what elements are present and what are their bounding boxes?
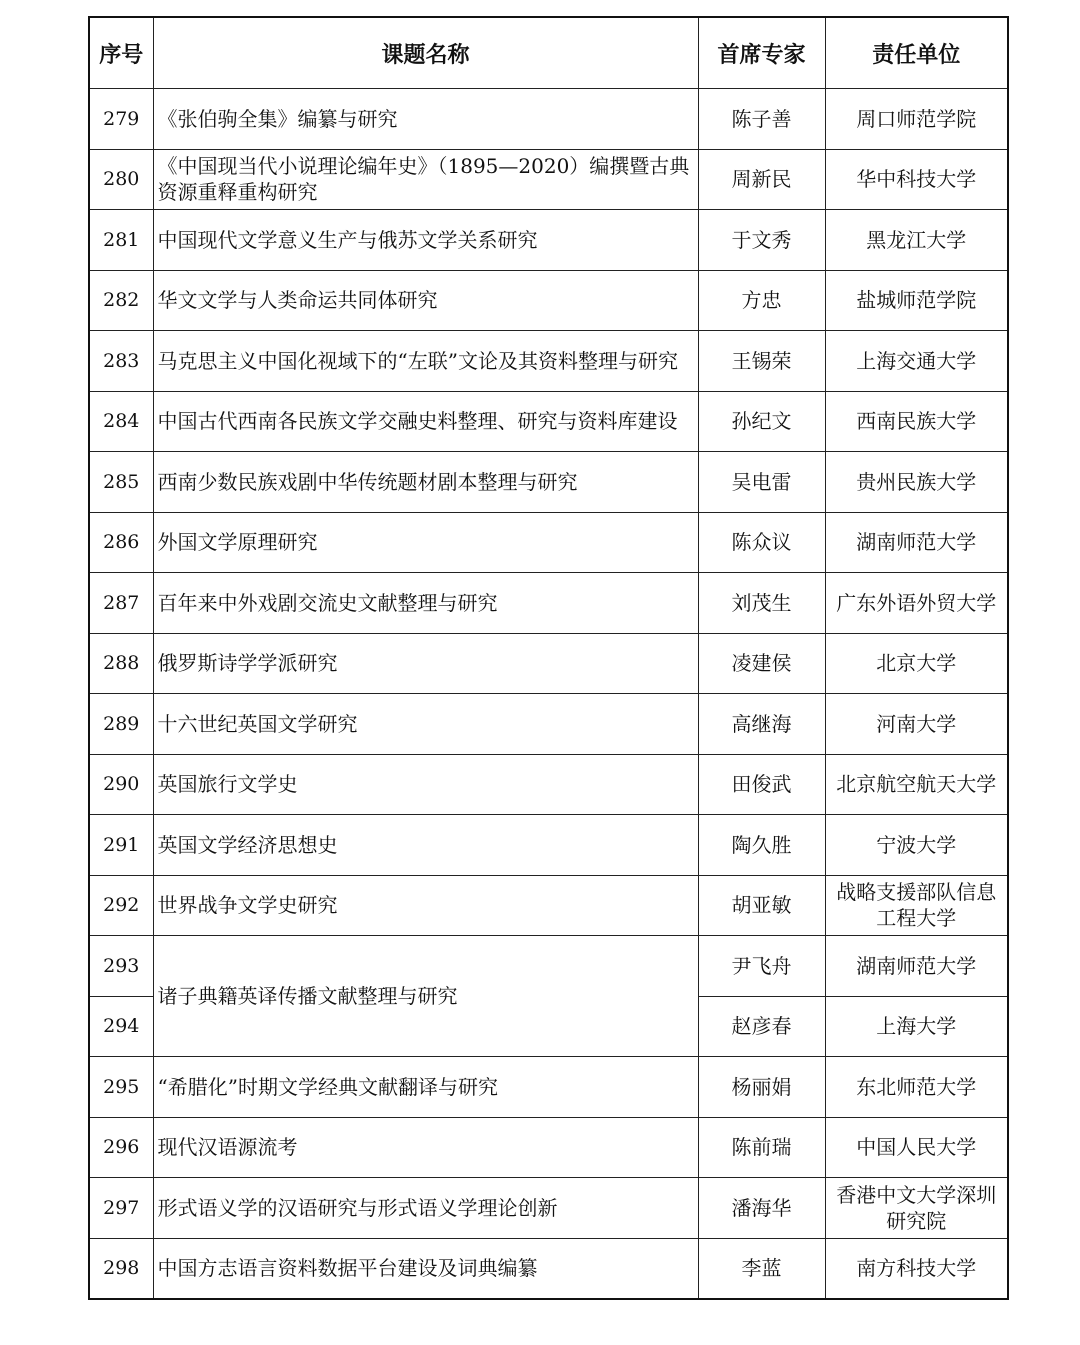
row-title: 英国文学经济思想史 <box>153 815 698 876</box>
row-unit: 华中科技大学 <box>825 149 1008 210</box>
table-row <box>89 1057 1008 1118</box>
row-title: 现代汉语源流考 <box>153 1117 698 1178</box>
header-unit: 责任单位 <box>825 17 1008 89</box>
row-expert: 陈前瑞 <box>698 1117 825 1178</box>
row-no: 290 <box>89 754 153 815</box>
row-expert: 于文秀 <box>698 210 825 271</box>
row-title: 马克思主义中国化视域下的“左联”文论及其资料整理与研究 <box>153 331 698 392</box>
table-row <box>89 331 1008 392</box>
row-unit: 湖南师范大学 <box>825 512 1008 573</box>
row-title: 中国方志语言资料数据平台建设及词典编纂 <box>153 1238 698 1299</box>
row-expert: 陈子善 <box>698 89 825 150</box>
row-unit: 北京大学 <box>825 633 1008 694</box>
table-row <box>89 815 1008 876</box>
row-unit: 湖南师范大学 <box>825 936 1008 997</box>
row-title: 《中国现当代小说理论编年史》（1895—2020）编撰暨古典资源重释重构研究 <box>153 149 698 210</box>
row-expert: 尹飞舟 <box>698 936 825 997</box>
row-title: 十六世纪英国文学研究 <box>153 694 698 755</box>
row-no: 284 <box>89 391 153 452</box>
row-unit: 周口师范学院 <box>825 89 1008 150</box>
table-row <box>89 875 1008 936</box>
row-title: 西南少数民族戏剧中华传统题材剧本整理与研究 <box>153 452 698 513</box>
row-title-merged: 诸子典籍英译传播文献整理与研究 <box>153 936 698 1057</box>
row-expert: 刘茂生 <box>698 573 825 634</box>
table-row <box>89 936 1008 997</box>
row-no: 287 <box>89 573 153 634</box>
header-no: 序号 <box>89 17 153 89</box>
row-unit: 广东外语外贸大学 <box>825 573 1008 634</box>
table-row <box>89 89 1008 150</box>
project-table <box>88 16 1009 1300</box>
row-no: 286 <box>89 512 153 573</box>
row-no: 298 <box>89 1238 153 1299</box>
row-unit: 北京航空航天大学 <box>825 754 1008 815</box>
row-no: 280 <box>89 149 153 210</box>
row-expert: 高继海 <box>698 694 825 755</box>
row-unit: 西南民族大学 <box>825 391 1008 452</box>
row-no: 295 <box>89 1057 153 1118</box>
row-expert: 孙纪文 <box>698 391 825 452</box>
table-row <box>89 149 1008 210</box>
row-unit: 河南大学 <box>825 694 1008 755</box>
row-unit: 上海交通大学 <box>825 331 1008 392</box>
row-unit: 上海大学 <box>825 996 1008 1057</box>
row-title: 华文文学与人类命运共同体研究 <box>153 270 698 331</box>
row-expert: 杨丽娟 <box>698 1057 825 1118</box>
row-no: 289 <box>89 694 153 755</box>
row-unit: 中国人民大学 <box>825 1117 1008 1178</box>
row-no: 282 <box>89 270 153 331</box>
row-no: 294 <box>89 996 153 1057</box>
row-no: 285 <box>89 452 153 513</box>
row-no: 291 <box>89 815 153 876</box>
row-no: 293 <box>89 936 153 997</box>
header-row <box>89 17 1008 89</box>
row-expert: 陶久胜 <box>698 815 825 876</box>
table-row <box>89 512 1008 573</box>
table-row <box>89 1178 1008 1239</box>
row-expert: 方忠 <box>698 270 825 331</box>
table-row <box>89 452 1008 513</box>
table-row <box>89 1238 1008 1299</box>
row-unit: 战略支援部队信息工程大学 <box>825 875 1008 936</box>
row-title: 形式语义学的汉语研究与形式语义学理论创新 <box>153 1178 698 1239</box>
row-title: 《张伯驹全集》编纂与研究 <box>153 89 698 150</box>
row-no: 283 <box>89 331 153 392</box>
row-expert: 周新民 <box>698 149 825 210</box>
row-unit: 宁波大学 <box>825 815 1008 876</box>
row-title: 中国现代文学意义生产与俄苏文学关系研究 <box>153 210 698 271</box>
row-title: 英国旅行文学史 <box>153 754 698 815</box>
row-expert: 田俊武 <box>698 754 825 815</box>
row-title: 中国古代西南各民族文学交融史料整理、研究与资料库建设 <box>153 391 698 452</box>
row-expert: 凌建侯 <box>698 633 825 694</box>
row-expert: 胡亚敏 <box>698 875 825 936</box>
row-unit: 盐城师范学院 <box>825 270 1008 331</box>
row-expert: 王锡荣 <box>698 331 825 392</box>
table-row <box>89 270 1008 331</box>
row-no: 279 <box>89 89 153 150</box>
row-unit: 东北师范大学 <box>825 1057 1008 1118</box>
row-no: 297 <box>89 1178 153 1239</box>
table-row <box>89 573 1008 634</box>
table-row <box>89 633 1008 694</box>
header-title: 课题名称 <box>153 17 698 89</box>
table-row <box>89 694 1008 755</box>
row-no: 288 <box>89 633 153 694</box>
row-expert: 陈众议 <box>698 512 825 573</box>
row-unit: 南方科技大学 <box>825 1238 1008 1299</box>
table-row <box>89 391 1008 452</box>
row-no: 281 <box>89 210 153 271</box>
row-title: “希腊化”时期文学经典文献翻译与研究 <box>153 1057 698 1118</box>
row-title: 世界战争文学史研究 <box>153 875 698 936</box>
row-no: 292 <box>89 875 153 936</box>
row-expert: 赵彦春 <box>698 996 825 1057</box>
row-title: 外国文学原理研究 <box>153 512 698 573</box>
header-expert: 首席专家 <box>698 17 825 89</box>
table-row <box>89 210 1008 271</box>
row-title: 百年来中外戏剧交流史文献整理与研究 <box>153 573 698 634</box>
row-expert: 吴电雷 <box>698 452 825 513</box>
row-title: 俄罗斯诗学学派研究 <box>153 633 698 694</box>
row-expert: 潘海华 <box>698 1178 825 1239</box>
row-expert: 李蓝 <box>698 1238 825 1299</box>
row-unit: 贵州民族大学 <box>825 452 1008 513</box>
table-row <box>89 754 1008 815</box>
row-unit: 黑龙江大学 <box>825 210 1008 271</box>
row-unit: 香港中文大学深圳研究院 <box>825 1178 1008 1239</box>
table-row <box>89 1117 1008 1178</box>
row-no: 296 <box>89 1117 153 1178</box>
